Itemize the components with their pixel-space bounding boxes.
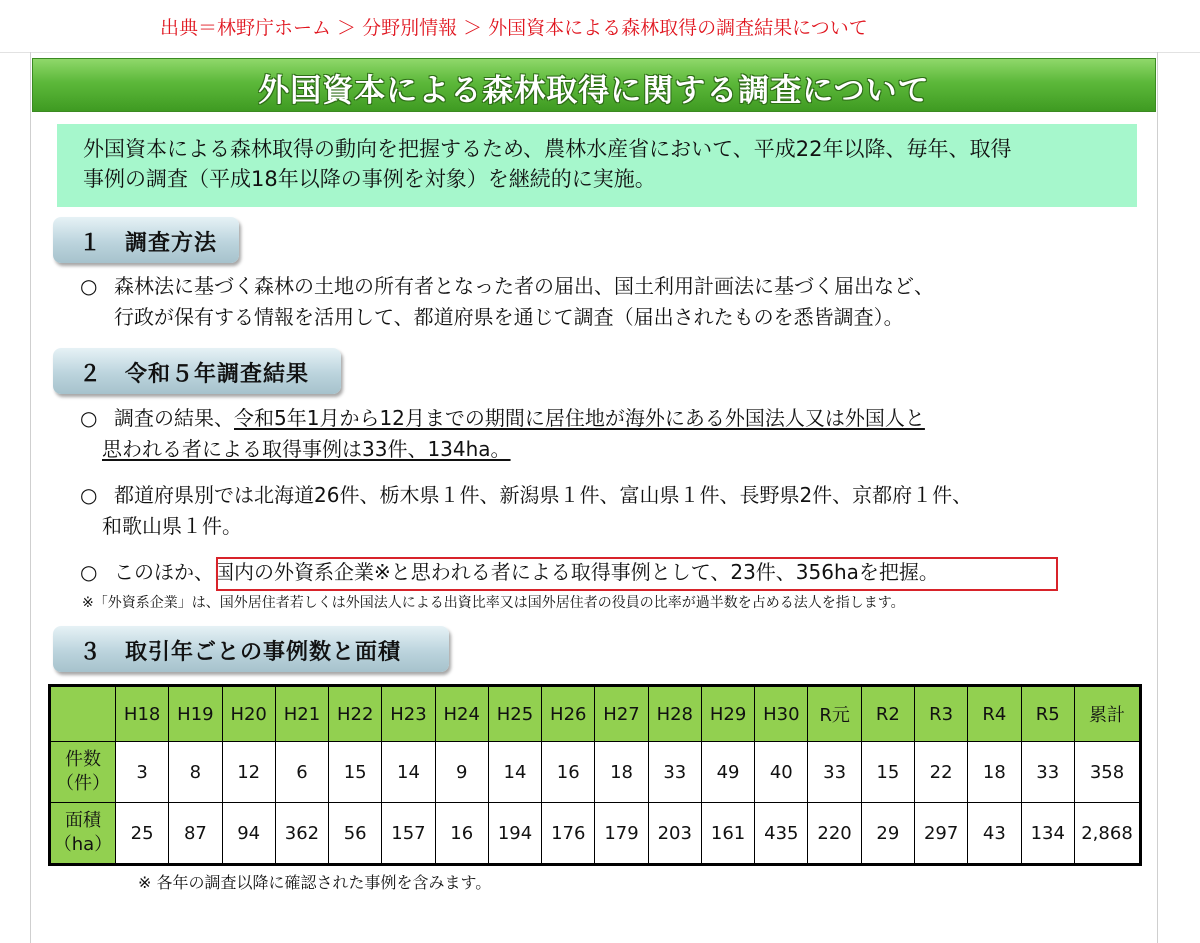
row-label-area: [50, 803, 116, 865]
table-cell: 22: [914, 742, 967, 803]
table-row-cases: [50, 742, 1141, 803]
row-label-line-1: 件数: [65, 749, 101, 770]
section-1-line-2: 行政が保有する情報を活用して、都道府県を通じて調査（届出されたものを悉皆調査）。: [114, 305, 904, 329]
highlight-box: [216, 557, 1058, 591]
section-1-heading: [53, 217, 239, 263]
title-banner: [32, 58, 1156, 112]
source-bar: [0, 0, 1200, 53]
row-label-cases: [50, 742, 116, 803]
p1-line-2: 思われる者による取得事例は33件、134ha。: [102, 437, 511, 461]
table-cell: 43: [968, 803, 1021, 865]
table-cell: 33: [648, 742, 701, 803]
table-cell: 297: [914, 803, 967, 865]
table-cell-total: 2,868: [1075, 803, 1141, 865]
table-header-row: [50, 686, 1141, 742]
table-footnote: ※ 各年の調査以降に確認された事例を含みます。: [138, 873, 492, 892]
table-cell: 14: [488, 742, 541, 803]
table-cell: 25: [116, 803, 169, 865]
section-2-heading: [53, 348, 341, 394]
header-cell: H23: [382, 686, 435, 742]
bullet-icon: ○: [80, 406, 98, 430]
table-cell: 3: [116, 742, 169, 803]
table-cell: 6: [275, 742, 328, 803]
p2-line-2: 和歌山県１件。: [102, 514, 242, 538]
header-cell: H30: [755, 686, 808, 742]
header-cell: H25: [488, 686, 541, 742]
header-cell: R4: [968, 686, 1021, 742]
foreign-company-note: ※「外資系企業」は、国外居住者若しくは外国法人による出資比率又は国外居住者の役員の比率が過半数を占める法人を指します。: [82, 595, 905, 611]
intro-line-2: 事例の調査（平成18年以降の事例を対象）を継続的に実施。: [83, 167, 656, 191]
bullet-icon: ○: [80, 483, 98, 507]
table-corner-cell: [50, 686, 116, 742]
header-cell: H29: [701, 686, 754, 742]
table-cell: 87: [169, 803, 222, 865]
table-cell: 8: [169, 742, 222, 803]
p1-underlined: 令和5年1月から12月までの期間に居住地が海外にある外国法人又は外国人と: [234, 406, 925, 430]
header-cell: H22: [329, 686, 382, 742]
row-label-line-1: 面積: [65, 810, 101, 831]
table-cell: 16: [542, 742, 595, 803]
intro-box: [57, 124, 1137, 207]
section-2-paragraph-1: [80, 403, 925, 465]
table-cell: 14: [382, 742, 435, 803]
intro-text: [83, 134, 1133, 194]
table-cell: 179: [595, 803, 648, 865]
table-cell: 203: [648, 803, 701, 865]
header-cell: H19: [169, 686, 222, 742]
header-cell: H27: [595, 686, 648, 742]
source-breadcrumb: 出典＝林野庁ホーム ＞ 分野別情報 ＞ 外国資本による森林取得の調査結果について: [160, 17, 868, 39]
row-label-line-2: （ha）: [53, 834, 113, 855]
table-cell: 362: [275, 803, 328, 865]
table-cell: 157: [382, 803, 435, 865]
section-2-paragraph-2: [80, 480, 972, 542]
table-cell-total: 358: [1075, 742, 1141, 803]
p3-boxed: 国内の外資系企業※と思われる者による取得事例として、23件、356haを把握。: [214, 560, 939, 584]
bullet-icon: ○: [80, 274, 98, 298]
table-cell: 49: [701, 742, 754, 803]
section-3-heading: [53, 626, 449, 672]
table-cell: 12: [222, 742, 275, 803]
table-cell: 15: [329, 742, 382, 803]
header-cell: 累計: [1075, 686, 1141, 742]
p2-line-1: 都道府県別では北海道26件、栃木県１件、新潟県１件、富山県１件、長野県2件、京都府１件、: [114, 483, 973, 507]
header-cell: H24: [435, 686, 488, 742]
section-2-heading-text: ２ 令和５年調査結果: [79, 362, 310, 387]
table-cell: 220: [808, 803, 861, 865]
section-1-line-1: 森林法に基づく森林の土地の所有者となった者の届出、国土利用計画法に基づく届出など、: [114, 274, 934, 298]
header-cell: H21: [275, 686, 328, 742]
row-label-line-2: （件）: [56, 773, 110, 794]
table-cell: 161: [701, 803, 754, 865]
header-cell: H28: [648, 686, 701, 742]
header-cell: R3: [914, 686, 967, 742]
section-1-text: [80, 271, 934, 333]
p3-prefix: このほか、: [114, 560, 214, 584]
table-cell: 94: [222, 803, 275, 865]
table-cell: 134: [1021, 803, 1074, 865]
header-cell: R元: [808, 686, 861, 742]
table-row-area: [50, 803, 1141, 865]
bullet-icon: ○: [80, 560, 98, 584]
table-cell: 194: [488, 803, 541, 865]
table-cell: 18: [595, 742, 648, 803]
section-1-heading-text: １ 調査方法: [79, 231, 218, 256]
table-cell: 435: [755, 803, 808, 865]
table-cell: 40: [755, 742, 808, 803]
header-cell: H26: [542, 686, 595, 742]
table-cell: 18: [968, 742, 1021, 803]
intro-line-1: 外国資本による森林取得の動向を把握するため、農林水産省において、平成22年以降、毎年、取得: [83, 137, 1012, 161]
header-cell: R5: [1021, 686, 1074, 742]
table-cell: 29: [861, 803, 914, 865]
header-cell: H20: [222, 686, 275, 742]
section-3-heading-text: ３ 取引年ごとの事例数と面積: [79, 640, 402, 665]
table-cell: 56: [329, 803, 382, 865]
table-cell: 33: [808, 742, 861, 803]
table-cell: 15: [861, 742, 914, 803]
table-cell: 9: [435, 742, 488, 803]
page-title: 外国資本による森林取得に関する調査について: [258, 73, 930, 109]
table-cell: 33: [1021, 742, 1074, 803]
table-cell: 16: [435, 803, 488, 865]
header-cell: H18: [116, 686, 169, 742]
header-cell: R2: [861, 686, 914, 742]
p1-prefix: 調査の結果、: [114, 406, 234, 430]
cases-area-table: [48, 684, 1142, 866]
table-cell: 176: [542, 803, 595, 865]
